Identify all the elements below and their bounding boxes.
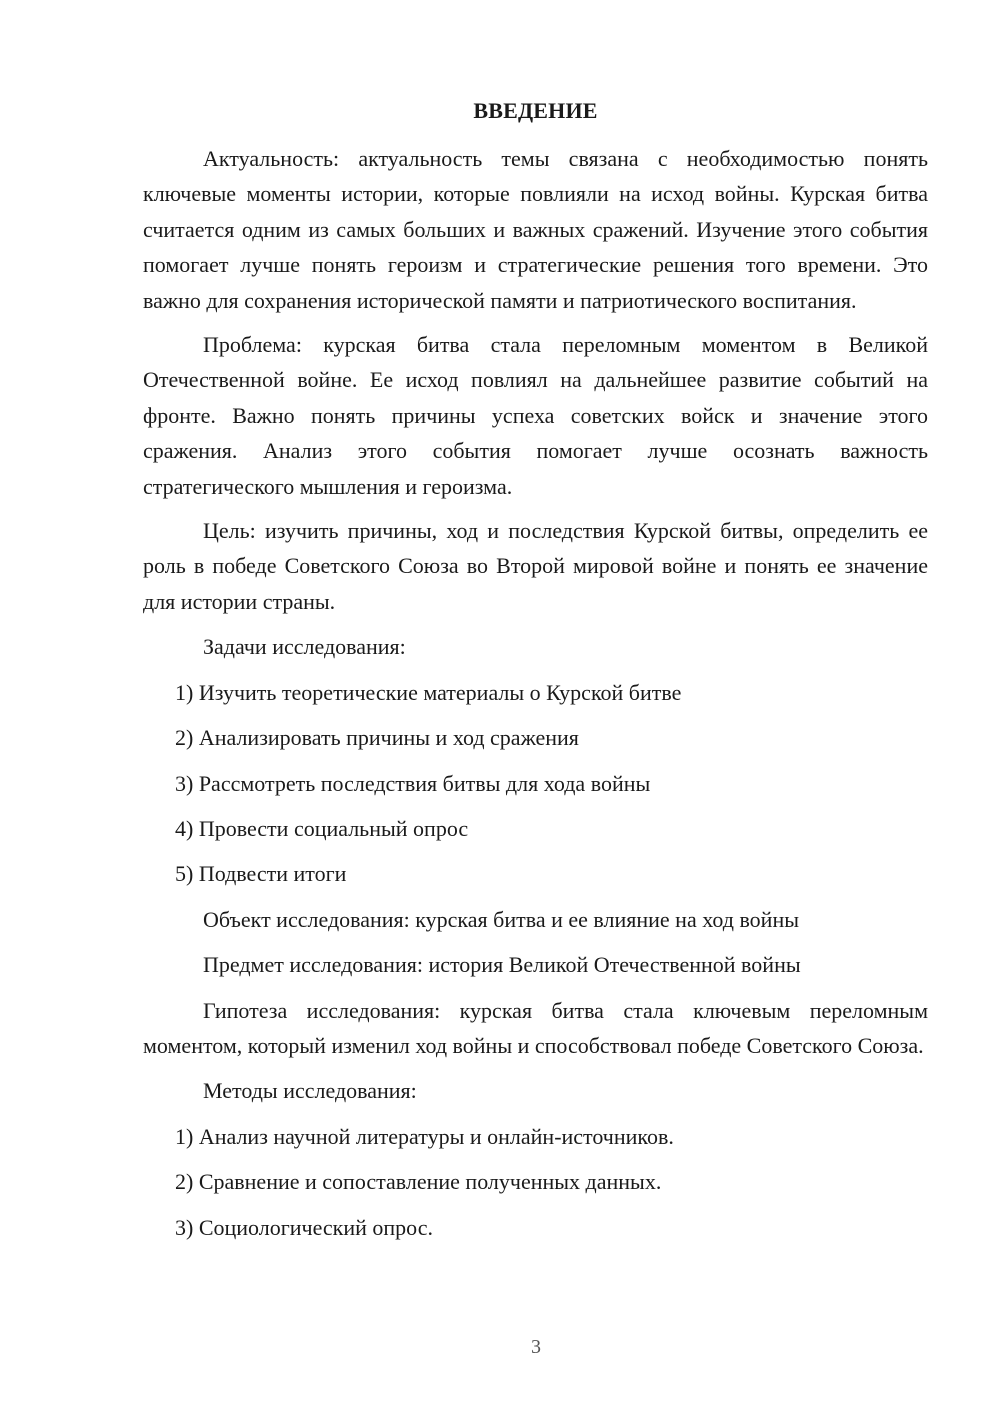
page-number: 3 [531, 1336, 541, 1358]
task-item: 5) Подвести итоги [175, 861, 347, 887]
subject-line: Предмет исследования: история Великой Отечественной войны [203, 952, 801, 978]
task-item: 3) Рассмотреть последствия битвы для хода войны [175, 770, 651, 796]
problem-paragraph: Проблема: курская битва стала переломным моментом в Великой Отечественной войне. Ее исход повлиял на дальнейшее развитие событий на фронте. Важно понять причины успеха советских войск и значение этого сражения. Анализ этого события помогает лучше осознать важность стратегического мышления и героизма. [143, 332, 928, 499]
method-item: 3) Социологический опрос. [175, 1214, 433, 1240]
section-title: ВВЕДЕНИЕ [473, 98, 598, 123]
tasks-label: Задачи исследования: [203, 634, 406, 660]
task-item: 4) Провести социальный опрос [175, 815, 469, 841]
document-body [143, 141, 928, 1245]
hypothesis-paragraph: Гипотеза исследования: курская битва стала ключевым переломным моментом, который изменил ход войны и способствовал победе Советского Союза. [143, 997, 928, 1058]
task-item: 2) Анализировать причины и ход сражения [175, 725, 579, 751]
task-item: 1) Изучить теоретические материалы о Курской битве [175, 679, 682, 705]
method-item: 2) Сравнение и сопоставление полученных данных. [175, 1169, 662, 1195]
methods-label: Методы исследования: [203, 1078, 417, 1104]
method-item: 1) Анализ научной литературы и онлайн-источников. [175, 1123, 674, 1149]
goal-paragraph: Цель: изучить причины, ход и последствия Курской битвы, определить ее роль в победе Советского Союза во Второй мировой войне и понять ее значение для истории страны. [143, 518, 928, 614]
object-line: Объект исследования: курская битва и ее влияние на ход войны [203, 906, 800, 932]
relevance-paragraph: Актуальность: актуальность темы связана с необходимостью понять ключевые моменты истории, которые повлияли на исход войны. Курская битва считается одним из самых больших и важных сражений. Изучение этого события помогает лучше понять героизм и стратегические решения того времени. Это важно для сохранения исторической памяти и патриотического воспитания. [143, 146, 928, 313]
